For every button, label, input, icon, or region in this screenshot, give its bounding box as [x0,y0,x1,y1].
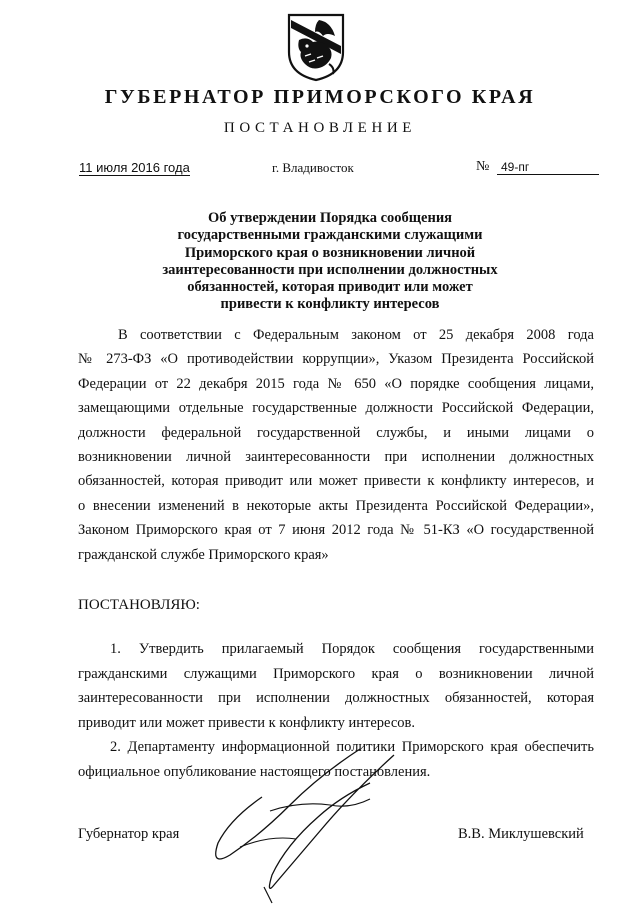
title-line: Приморского края о возникновении личной [184,244,476,261]
document-number: 49-пг [497,160,599,175]
item-line: официальное опубликование настоящего постановления. [78,763,431,780]
title-line: заинтересованности при исполнении должностных [162,261,498,278]
title-line: обязанностей, которая приводит или может [187,279,473,296]
preamble-line: № 273-ФЗ «О противодействии коррупции», Указом Президента Российской [78,351,594,368]
item-line: 1. Утвердить прилагаемый Порядок сообщения государственными [110,641,594,657]
item-line: приводит или может привести к конфликту интересов. [78,714,415,731]
decree-word: ПОСТАНОВЛЯЮ: [78,597,200,613]
document-type: ПОСТАНОВЛЕНИЕ [223,120,417,136]
preamble-line: обязанностей, которая приводит или может привести к конфликту интересов, и [78,473,594,490]
preamble-line: о внесении изменений в некоторые акты Президента Российской Федерации», [78,497,594,514]
document-number-label: № [476,159,490,174]
title-line: государственными гражданскими служащими [177,227,483,244]
preamble-line: В соответствии с Федеральным законом от 25 декабря 2008 года [118,327,594,343]
preamble-paragraph [78,323,594,567]
handwritten-signature [200,735,440,905]
signatory-title: Губернатор края [78,826,180,842]
issuing-authority: ГУБЕРНАТОР ПРИМОРСКОГО КРАЯ [104,86,536,108]
preamble-line: должности федеральной государственной службы, и иными лицами о [78,424,594,441]
coat-of-arms-tiger-icon [285,12,347,82]
document-title [120,210,540,314]
title-line: Об утверждении Порядка сообщения [207,210,453,226]
preamble-line: Федерации от 22 декабря 2015 года № 650 «О порядке сообщения лицами, [78,375,594,392]
item-line: 2. Департаменту информационной политики Приморского края обеспечить [110,739,594,756]
preamble-line: Законом Приморского края от 7 июня 2012 года № 51-КЗ «О государственной [78,522,594,539]
document-city: г. Владивосток [272,160,354,175]
preamble-line: гражданской службе Приморского края» [78,546,329,563]
item-line: заинтересованности при исполнении должностных обязанностей, которая [78,690,594,707]
item-line: гражданскими служащими Приморского края о возникновении личной [78,665,594,682]
document-date: 11 июля 2016 года [79,160,190,175]
title-line: привести к конфликту интересов [220,296,440,313]
preamble-line: замещающими отдельные государственные должности Российской Федерации, [78,400,594,417]
signatory-name: В.В. Миклушевский [458,826,584,842]
preamble-line: возникновении личной заинтересованности при исполнении должностных [78,449,594,466]
